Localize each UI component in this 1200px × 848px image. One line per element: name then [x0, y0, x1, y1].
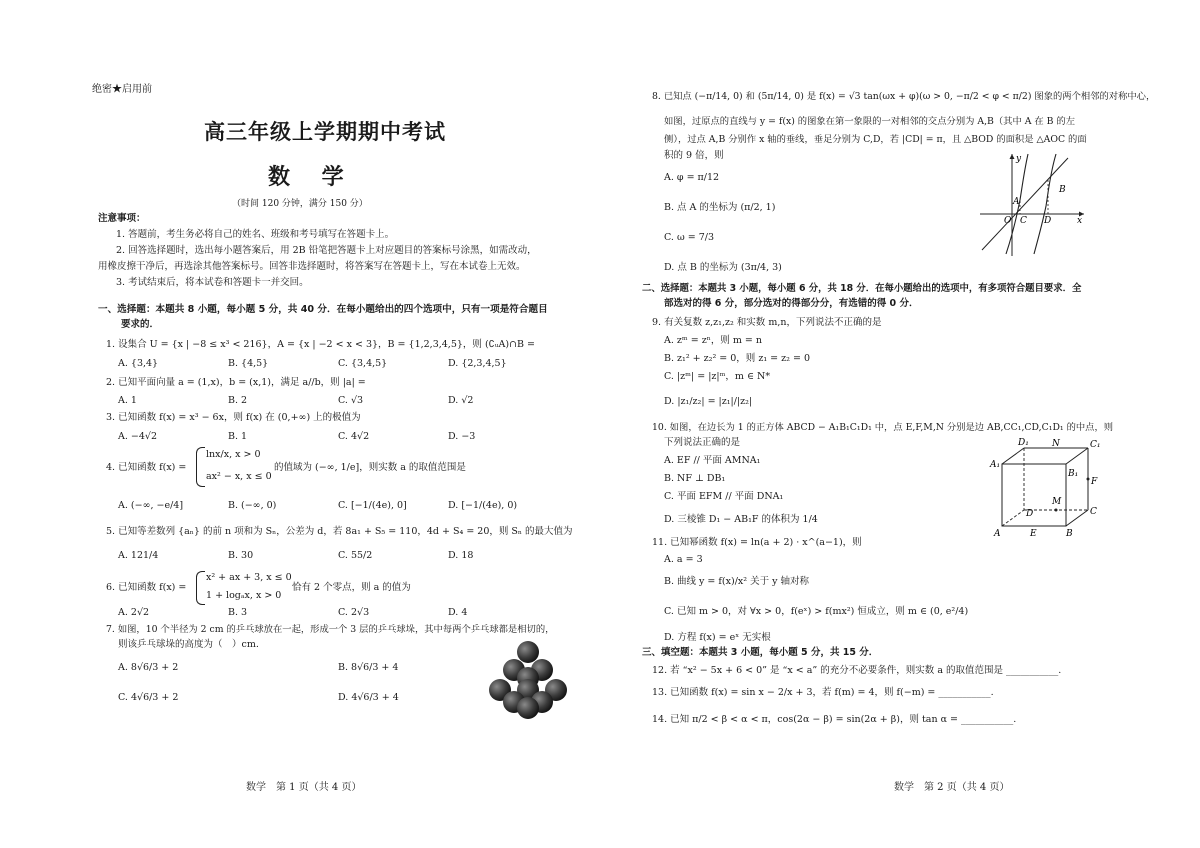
exam-title: 高三年级上学期期中考试 — [204, 120, 446, 144]
time-note: （时间 120 分钟，满分 150 分） — [232, 199, 368, 209]
q6-option-b: B. 3 — [228, 607, 248, 618]
fig10-label-e: E — [1030, 529, 1037, 539]
fig8-label-d: D — [1044, 216, 1052, 226]
question-8-line-4: 积的 9 倍，则 — [664, 150, 724, 161]
question-8-line-2: 如图，过原点的直线与 y = f(x) 的图象在第一象限的一对相邻的交点分别为 A,B（其中 A 在 B 的左 — [664, 116, 1076, 127]
fig10-label-m: M — [1052, 497, 1062, 507]
q8-option-d: D. 点 B 的坐标为 (3π/4, 3) — [664, 262, 782, 273]
fig10-label-a1: A₁ — [990, 460, 1001, 470]
q4-option-a: A. (−∞, −e/4] — [118, 500, 184, 511]
question-1: 1. 设集合 U = {x | −8 ≤ x³ < 216}，A = {x | −2 < x < 3}，B = {1,2,3,4,5}，则 (∁ᵤA)∩B = — [106, 339, 535, 350]
q6-case-2: 1 + logₐx, x > 0 — [206, 590, 282, 601]
q2-option-b: B. 2 — [228, 395, 248, 406]
q9-option-c: C. |zᵐ| = |z|ᵐ，m ∈ N* — [664, 371, 771, 382]
q11-option-b: B. 曲线 y = f(x)/x² 关于 y 轴对称 — [664, 576, 809, 587]
q6-option-c: C. 2√3 — [338, 607, 370, 618]
fig10-label-d: D — [1026, 509, 1034, 519]
q10-option-a: A. EF // 平面 AMNA₁ — [664, 455, 761, 466]
q5-option-c: C. 55/2 — [338, 550, 373, 561]
q1-option-b: B. {4,5} — [228, 358, 269, 369]
question-5: 5. 已知等差数列 {aₙ} 的前 n 项和为 Sₙ，公差为 d，若 8a₁ + S₅ = 110，4d + S₄ = 20，则 Sₙ 的最大值为 — [106, 526, 573, 537]
q1-option-d: D. {2,3,4,5} — [448, 358, 507, 369]
question-10-cont: 下列说法正确的是 — [664, 437, 741, 448]
q11-option-a: A. a = 3 — [664, 554, 703, 565]
q6-option-d: D. 4 — [448, 607, 468, 618]
question-10: 10. 如图，在边长为 1 的正方体 ABCD − A₁B₁C₁D₁ 中，点 E,F,M,N 分别是边 AB,CC₁,CD,C₁D₁ 的中点，则 — [652, 422, 1114, 433]
question-11: 11. 已知幂函数 f(x) = ln(a + 2) · x^(a−1)，则 — [652, 537, 862, 548]
fig8-label-a: A — [1013, 197, 1020, 207]
q5-option-b: B. 30 — [228, 550, 254, 561]
tangent-graph-figure — [976, 150, 1088, 260]
confidential-label: 绝密★启用前 — [92, 84, 152, 95]
q4-option-c: C. [−1/(4e), 0] — [338, 500, 407, 511]
q6-brace — [196, 571, 205, 605]
q11-option-c: C. 已知 m > 0，对 ∀x > 0，f(eˣ) > f(mx²) 恒成立，则 m ∈ (0, e²/4) — [664, 606, 969, 617]
q3-option-b: B. 1 — [228, 431, 248, 442]
fig10-label-c: C — [1090, 507, 1097, 517]
notes-title: 注意事项： — [98, 213, 146, 224]
q5-option-a: A. 121/4 — [118, 550, 159, 561]
question-6: 6. 已知函数 f(x) = — [106, 582, 187, 593]
q10-option-d: D. 三棱锥 D₁ − AB₁F 的体积为 1/4 — [664, 514, 818, 525]
q4-brace — [196, 447, 205, 487]
q3-option-d: D. −3 — [448, 431, 476, 442]
section-1-heading: 一、选择题：本题共 8 小题，每小题 5 分，共 40 分．在每小题给出的四个选项中，只有一项是符合题目 — [98, 304, 548, 315]
fig10-label-f: F — [1091, 477, 1098, 487]
q2-option-d: D. √2 — [448, 395, 474, 406]
q3-option-a: A. −4√2 — [118, 431, 158, 442]
q4-case-2: ax² − x, x ≤ 0 — [206, 471, 272, 482]
q10-option-b: B. NF ⊥ DB₁ — [664, 473, 726, 484]
q3-option-c: C. 4√2 — [338, 431, 370, 442]
q1-option-c: C. {3,4,5} — [338, 358, 388, 369]
q10-option-c: C. 平面 EFM // 平面 DNA₁ — [664, 491, 784, 502]
fig10-label-a: A — [994, 529, 1001, 539]
q7-option-a: A. 8√6/3 + 2 — [118, 662, 179, 673]
fig10-label-b: B — [1066, 529, 1073, 539]
section-2-heading-cont: 部选对的得 6 分，部分选对的得部分分，有选错的得 0 分． — [664, 298, 919, 309]
q8-option-b: B. 点 A 的坐标为 (π/2, 1) — [664, 202, 776, 213]
section-1-heading-cont: 要求的． — [121, 319, 160, 330]
note-3: 3. 考试结束后，将本试卷和答题卡一并交回。 — [116, 277, 309, 288]
question-12: 12. 若 “x² − 5x + 6 < 0” 是 “x < a” 的充分不必要条件，则实数 a 的取值范围是 ___________. — [652, 665, 1062, 676]
q4-case-1: lnx/x, x > 0 — [206, 449, 261, 460]
q2-option-a: A. 1 — [118, 395, 137, 406]
note-1: 1. 答题前，考生务必将自己的姓名、班级和考号填写在答题卡上。 — [116, 229, 395, 240]
question-9: 9. 有关复数 z,z₁,z₂ 和实数 m,n，下列说法不正确的是 — [652, 317, 882, 328]
section-3-heading: 三、填空题：本题共 3 小题，每小题 5 分，共 15 分． — [642, 647, 879, 658]
question-2: 2. 已知平面向量 a = (1,x)，b = (x,1)，满足 a//b，则 |a| = — [106, 377, 366, 388]
q5-option-d: D. 18 — [448, 550, 474, 561]
q4-option-d: D. [−1/(4e), 0) — [448, 500, 518, 511]
fig8-label-o: O — [1004, 216, 1012, 226]
q7-option-c: C. 4√6/3 + 2 — [118, 692, 179, 703]
q7-option-b: B. 8√6/3 + 4 — [338, 662, 399, 673]
q9-option-a: A. zᵐ = zⁿ，则 m = n — [664, 335, 762, 346]
question-8-line-3: 侧），过点 A,B 分别作 x 轴的垂线，垂足分别为 C,D，若 |CD| = π，且 △BOD 的面积是 △AOC 的面 — [664, 134, 1087, 145]
fig8-label-c: C — [1020, 216, 1027, 226]
note-2-cont: 用橡皮擦干净后，再选涂其他答案标号。回答非选择题时，将答案写在答题卡上，写在本试卷上无效。 — [98, 261, 526, 272]
q9-option-b: B. z₁² + z₂² = 0，则 z₁ = z₂ = 0 — [664, 353, 810, 364]
q6-case-1: x² + ax + 3, x ≤ 0 — [206, 572, 292, 583]
fig8-label-y: y — [1016, 154, 1022, 164]
q4-option-b: B. (−∞, 0) — [228, 500, 277, 511]
q2-option-c: C. √3 — [338, 395, 364, 406]
ping-pong-pile-figure — [482, 638, 574, 720]
page-1-footer: 数学 第 1 页（共 4 页） — [246, 782, 362, 793]
question-4: 4. 已知函数 f(x) = — [106, 462, 187, 473]
q9-option-d: D. |z₁/z₂| = |z₁|/|z₂| — [664, 396, 753, 407]
q6-stem: 恰有 2 个零点，则 a 的值为 — [292, 582, 411, 593]
q11-option-d: D. 方程 f(x) = eˣ 无实根 — [664, 632, 771, 643]
fig8-label-x: x — [1077, 216, 1083, 226]
q4-stem: 的值域为 (−∞, 1/e]，则实数 a 的取值范围是 — [274, 462, 466, 473]
fig8-label-b: B — [1059, 185, 1066, 195]
question-8: 8. 已知点 (−π/14, 0) 和 (5π/14, 0) 是 f(x) = √3 tan(ωx + φ)(ω > 0, −π/2 < φ < π/2) 图象的两个相邻的对称中心， — [652, 91, 1156, 102]
q8-option-c: C. ω = 7/3 — [664, 232, 715, 243]
question-14: 14. 已知 π/2 < β < α < π，cos(2α − β) = sin(2α + β)，则 tan α = ___________. — [652, 714, 1017, 725]
fig10-label-n: N — [1052, 439, 1060, 449]
question-3: 3. 已知函数 f(x) = x³ − 6x，则 f(x) 在 (0,+∞) 上的极值为 — [106, 412, 361, 423]
question-13: 13. 已知函数 f(x) = sin x − 2/x + 3，若 f(m) = 4，则 f(−m) = ___________. — [652, 687, 994, 698]
fig10-label-c1: C₁ — [1090, 440, 1101, 450]
fig10-label-d1: D₁ — [1018, 438, 1029, 448]
q6-option-a: A. 2√2 — [118, 607, 150, 618]
q1-option-a: A. {3,4} — [118, 358, 159, 369]
page-2-footer: 数学 第 2 页（共 4 页） — [894, 782, 1010, 793]
q7-option-d: D. 4√6/3 + 4 — [338, 692, 399, 703]
question-7: 7. 如图，10 个半径为 2 cm 的乒乓球放在一起，形成一个 3 层的乒乓球垛，其中每两个乒乓球都是相切的， — [106, 624, 555, 635]
section-2-heading: 二、选择题：本题共 3 小题，每小题 6 分，共 18 分．在每小题给出的选项中，有多项符合题目要求．全 — [642, 283, 1082, 294]
exam-page-2 — [600, 0, 1200, 848]
fig10-label-b1: B₁ — [1068, 469, 1079, 479]
question-7-cont: 则该乒乓球垛的高度为（ ）cm. — [118, 639, 259, 650]
q8-option-a: A. φ = π/12 — [664, 172, 720, 183]
note-2: 2. 回答选择题时，选出每小题答案后，用 2B 铅笔把答题卡上对应题目的答案标号涂黑，如需改动， — [116, 245, 537, 256]
subject-title: 数 学 — [268, 165, 356, 190]
cube-figure — [988, 436, 1106, 542]
